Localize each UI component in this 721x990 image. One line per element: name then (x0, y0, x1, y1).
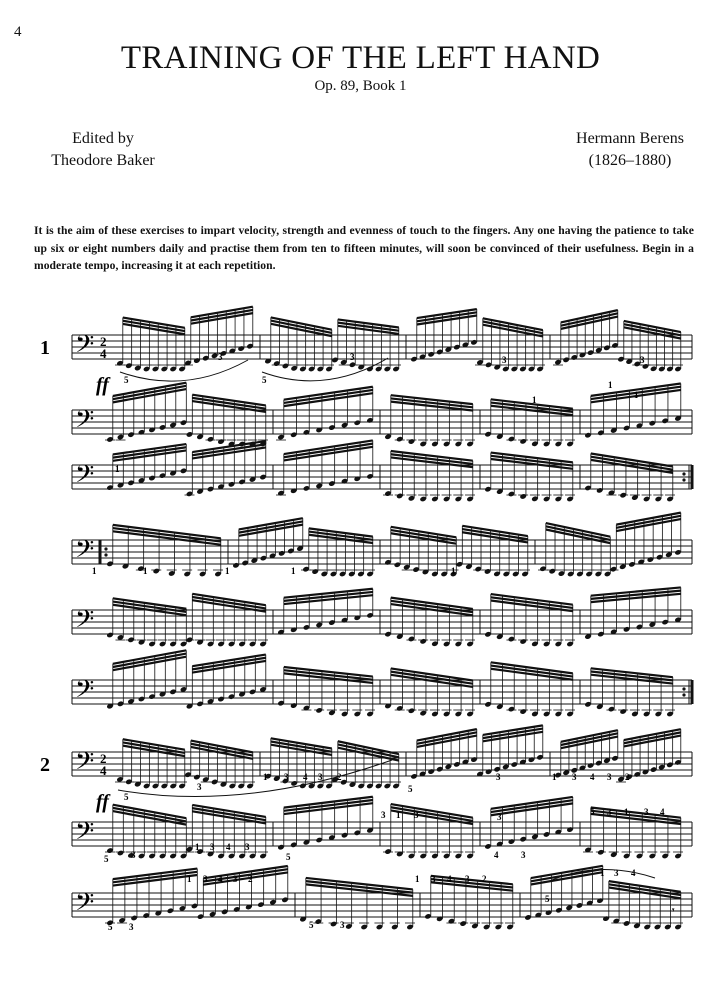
dynamic-marking: ff (96, 374, 109, 396)
fingering-number: 5 (262, 375, 267, 385)
bass-clef-icon: 𝄢 (75, 888, 95, 923)
fingering-number: 4 (494, 850, 499, 860)
fingering-number: 2 (337, 772, 342, 782)
fingering-number: 5 (108, 922, 113, 932)
fingering-number: 1 (187, 874, 192, 884)
fingering-number: 3 (465, 874, 470, 884)
fingering-number: 1 (608, 380, 613, 390)
bass-clef-icon: 𝄢 (75, 675, 95, 710)
dynamic-marking: ff (96, 791, 109, 813)
fingering-number: 3 (607, 772, 612, 782)
fingering-number: 3 (350, 352, 355, 362)
editor-label: Edited by (72, 130, 134, 147)
time-signature-top: 2 (100, 334, 107, 349)
bass-clef-icon: 𝄢 (75, 747, 95, 782)
fingering-number: 2 (625, 772, 630, 782)
page-title: TRAINING OF THE LEFT HAND (120, 40, 601, 76)
fingering-number: 3 (197, 782, 202, 792)
fingering-number: 5 (286, 852, 291, 862)
fingering-number: 3 (521, 850, 526, 860)
fingering-number: 4 (590, 772, 595, 782)
exercise-number: 2 (40, 754, 50, 776)
eighth-rest-icon: 𝄾 (672, 905, 675, 915)
fingering-number: 2 (248, 874, 253, 884)
fingering-number: 4 (226, 842, 231, 852)
fingering-number: 1 (291, 566, 296, 576)
fingering-number: 3 (233, 874, 238, 884)
repeat-dot (682, 693, 685, 696)
fingering-number: 3 (381, 810, 386, 820)
note-beam (338, 748, 399, 761)
editor-name: Theodore Baker (51, 152, 155, 169)
fingering-number: 1 (263, 772, 268, 782)
fingering-number: 1 (195, 842, 200, 852)
fingering-number: 2 (482, 874, 487, 884)
fingering-number: 3 (614, 868, 619, 878)
note-beam (546, 529, 611, 543)
note-beam (113, 525, 221, 538)
fingering-number: 1 (115, 464, 120, 474)
time-signature-top: 2 (100, 751, 107, 766)
note-beam (113, 811, 187, 825)
note-beam (113, 654, 187, 667)
repeat-dot (104, 553, 107, 556)
note-beam (338, 744, 399, 757)
note-beam (391, 804, 473, 818)
fingering-number: 3 (340, 920, 345, 930)
fingering-number: 3 (245, 842, 250, 852)
time-signature-bottom: 4 (100, 763, 107, 778)
fingering-number: 1 (143, 566, 148, 576)
bass-clef-icon: 𝄢 (75, 460, 95, 495)
note-beam (113, 657, 187, 670)
fingering-number: 3 (640, 355, 645, 365)
note-beam (113, 805, 187, 819)
fingering-number: 3 (203, 874, 208, 884)
fingering-number: 1 (92, 566, 97, 576)
note-beam (546, 523, 611, 537)
repeat-dot (682, 472, 685, 475)
slur (118, 760, 392, 797)
bass-clef-icon: 𝄢 (75, 605, 95, 640)
fingering-number: 4 (218, 874, 223, 884)
fingering-number: 5 (590, 807, 595, 817)
fingering-number: 3 (129, 922, 134, 932)
preface-text: It is the aim of these exercises to impart velocity, strength and evenness of touch to the fingers. Any one having the patience to take up six or eight numbers daily and practise them from ten to fifteen minutes, will soon be convinced of their usefulness. Begin in a moderate tempo, increasing it at each repetition. (34, 224, 694, 272)
fingering-number: 3 (607, 807, 612, 817)
page-number: 4 (14, 24, 22, 40)
fingering-number: 1 (532, 395, 537, 405)
fingering-number: 3 (284, 772, 289, 782)
note-beam (591, 457, 673, 470)
fingering-number: 3 (414, 810, 419, 820)
repeat-dot (682, 687, 685, 690)
composer-name: Hermann Berens (576, 130, 684, 147)
fingering-number: 3 (502, 355, 507, 365)
note-beam (113, 389, 187, 402)
fingering-number: 3 (131, 850, 136, 860)
fingering-number: 4 (631, 868, 636, 878)
repeat-dot (104, 547, 107, 550)
note-beam (113, 808, 187, 822)
slur (120, 360, 248, 381)
fingering-number: 1 (552, 772, 557, 782)
fingering-number: 1 (225, 566, 230, 576)
exercise-number: 1 (40, 337, 50, 359)
note-beam (546, 526, 611, 540)
note-beam (284, 387, 373, 400)
fingering-number: 5 (545, 894, 550, 904)
fingering-number: 3 (496, 772, 501, 782)
fingering-number: 1 (600, 868, 605, 878)
fingering-number: 1 (415, 874, 420, 884)
note-beam (591, 453, 673, 466)
note-beam (113, 386, 187, 399)
note-beam (284, 393, 373, 406)
note-beam (284, 440, 373, 454)
fingering-number: 5 (309, 920, 314, 930)
composer-dates: (1826–1880) (588, 152, 672, 169)
fingering-number: 1 (624, 807, 629, 817)
note-beam (284, 447, 373, 461)
fingering-number: 3 (318, 772, 323, 782)
fingering-number: 3 (218, 352, 223, 362)
bass-clef-icon: 𝄢 (75, 405, 95, 440)
note-beam (284, 444, 373, 458)
fingering-number: 4 (447, 874, 452, 884)
note-beam (113, 531, 221, 544)
fingering-number: 4 (660, 807, 665, 817)
fingering-number: 1 (451, 566, 456, 576)
note-beam (113, 650, 187, 663)
fingering-number: 5 (124, 792, 129, 802)
fingering-number: 3 (497, 812, 502, 822)
fingering-number: 3 (210, 842, 215, 852)
fingering-number: 3 (431, 874, 436, 884)
bass-clef-icon: 𝄢 (75, 817, 95, 852)
note-beam (391, 807, 473, 821)
bass-clef-icon: 𝄢 (75, 330, 95, 365)
note-beam (284, 390, 373, 403)
score-layer (40, 307, 692, 932)
time-signature-bottom: 4 (100, 346, 107, 361)
fingering-number: 5 (124, 375, 129, 385)
fingering-number: 3 (644, 807, 649, 817)
fingering-number: 1 (634, 390, 639, 400)
repeat-dot (682, 478, 685, 481)
fingering-number: 5 (408, 784, 413, 794)
fingering-number: 1 (396, 810, 401, 820)
fingering-number: 3 (572, 772, 577, 782)
opus-subtitle: Op. 89, Book 1 (314, 78, 407, 94)
fingering-number: 4 (303, 772, 308, 782)
note-beam (113, 528, 221, 541)
bass-clef-icon: 𝄢 (75, 535, 95, 570)
fingering-number: 5 (104, 854, 109, 864)
